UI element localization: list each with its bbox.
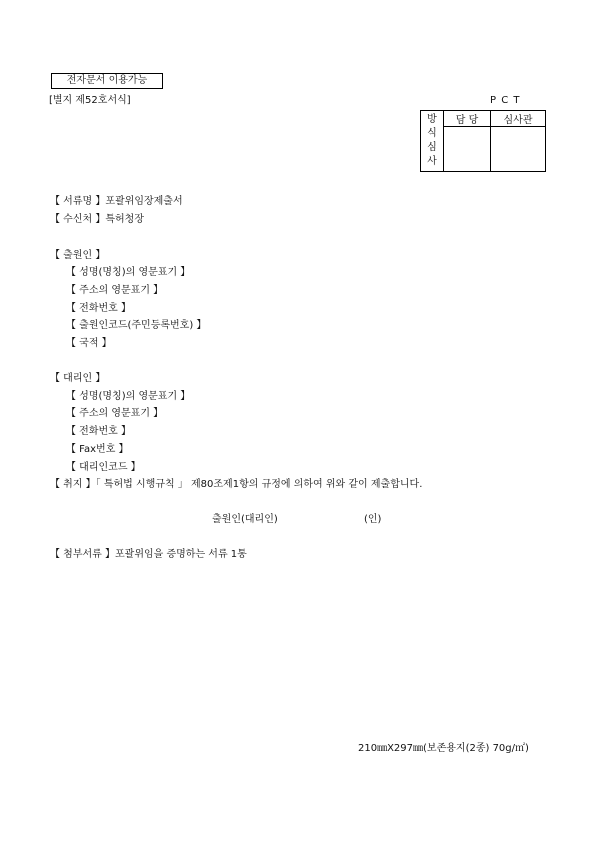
agent-field: 【 전화번호 】 (66, 426, 131, 437)
applicant-field: 【 출원인코드(주민등록번호) 】 (66, 320, 207, 331)
approval-header-examiner: 심사관 (491, 111, 546, 127)
form-number: [별지 제52호서식] (49, 95, 131, 106)
agent-field: 【 주소의 영문표기 】 (66, 408, 164, 419)
purpose-line: 【 취지 】「 특허법 시행규칙 」 제80조제1항의 규정에 의하여 위와 같이 제출합니다. (50, 479, 423, 490)
agent-field: 【 대리인코드 】 (66, 462, 141, 473)
approval-char: 방 (427, 114, 437, 125)
approval-header-officer: 담 당 (444, 111, 491, 127)
agent-field: 【 성명(명칭)의 영문표기 】 (66, 391, 191, 402)
approval-table (420, 110, 546, 172)
applicant-field: 【 전화번호 】 (66, 303, 131, 314)
signer-label: 출원인(대리인) (212, 514, 278, 525)
agent-field: 【 Fax번호 】 (66, 444, 129, 455)
applicant-field: 【 성명(명칭)의 영문표기 】 (66, 267, 191, 278)
recipient-line: 【 수신처 】특허청장 (50, 214, 144, 225)
paper-spec: 210㎜X297㎜(보존용지(2종) 70g/㎡) (358, 743, 529, 754)
applicant-field: 【 국적 】 (66, 338, 112, 349)
seal-mark: (인) (364, 514, 382, 525)
approval-char: 심 (427, 142, 437, 153)
officer-signature-cell (444, 127, 491, 172)
applicant-heading: 【 출원인 】 (50, 250, 106, 261)
pct-label: P C T (490, 95, 521, 106)
attachments-line: 【 첨부서류 】포괄위임을 증명하는 서류 1통 (50, 549, 247, 560)
electronic-document-label: 전자문서 이용가능 (51, 73, 163, 89)
approval-type-cell (421, 111, 444, 172)
examiner-signature-cell (491, 127, 546, 172)
document-title-line: 【 서류명 】포괄위임장제출서 (50, 196, 183, 207)
applicant-field: 【 주소의 영문표기 】 (66, 285, 164, 296)
agent-heading: 【 대리인 】 (50, 373, 106, 384)
approval-char: 사 (427, 156, 437, 167)
approval-char: 식 (427, 128, 437, 139)
